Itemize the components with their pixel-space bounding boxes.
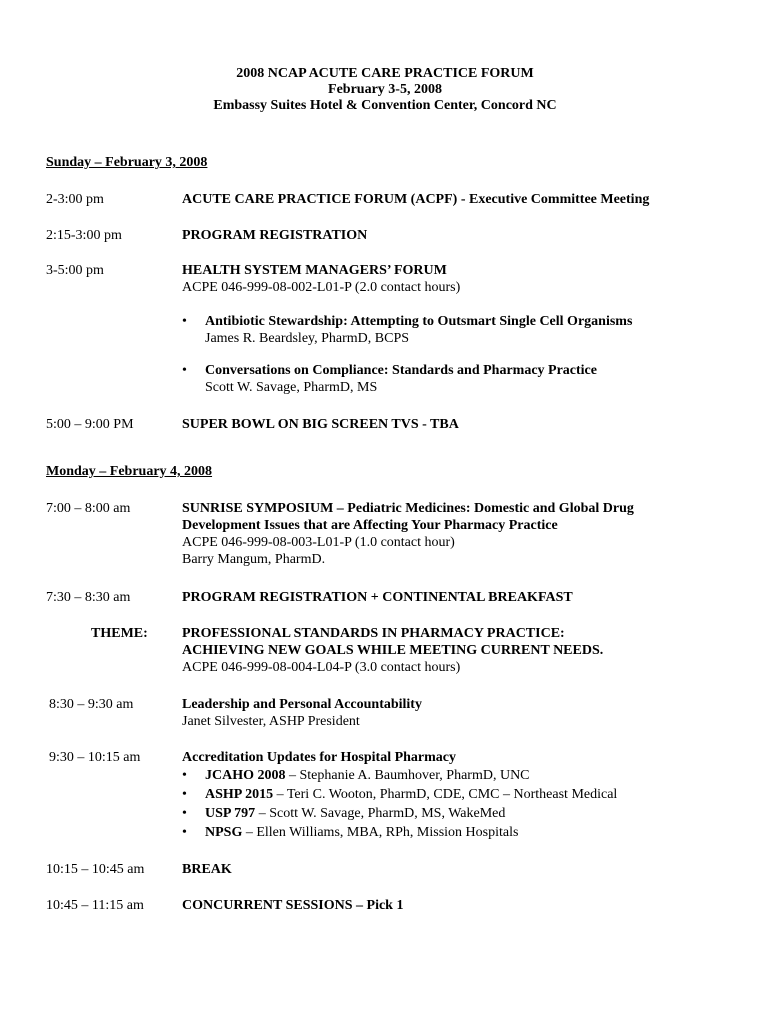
- session-title: SUNRISE SYMPOSIUM – Pediatric Medicines: Domestic and Global Drug: [182, 501, 634, 516]
- forum-dates: February 3-5, 2008: [328, 82, 442, 97]
- bulleted-session: [46, 313, 746, 347]
- theme-label: THEME:: [91, 626, 148, 641]
- speaker: James R. Beardsley, PharmD, BCPS: [205, 331, 410, 346]
- session-title: BREAK: [182, 862, 232, 877]
- session-time: 7:30 – 8:30 am: [46, 590, 131, 605]
- list-item: • ASHP 2015 – Teri C. Wooton, PharmD, CDE, CMC – Northeast Medical: [182, 785, 742, 804]
- speaker: Scott W. Savage, PharmD, MS: [205, 380, 378, 395]
- session-title: • Conversations on Compliance: Standards and Pharmacy Practice: [205, 363, 597, 378]
- session-time: 9:30 – 10:15 am: [49, 750, 141, 765]
- theme-line: PROFESSIONAL STANDARDS IN PHARMACY PRACTICE:: [182, 626, 565, 641]
- session-time: 3-5:00 pm: [46, 263, 104, 278]
- session-title: CONCURRENT SESSIONS – Pick 1: [182, 898, 404, 913]
- monday-heading: Monday – February 4, 2008: [46, 464, 213, 479]
- list-item: • JCAHO 2008 – Stephanie A. Baumhover, PharmD, UNC: [182, 766, 742, 785]
- session-title: • Antibiotic Stewardship: Attempting to Outsmart Single Cell Organisms: [205, 314, 633, 329]
- forum-title: 2008 NCAP ACUTE CARE PRACTICE FORUM: [236, 66, 534, 81]
- bulleted-session: [46, 362, 746, 396]
- session-time: 8:30 – 9:30 am: [49, 697, 134, 712]
- session-time: 5:00 – 9:00 PM: [46, 417, 134, 432]
- session-title: ACUTE CARE PRACTICE FORUM (ACPF) - Executive Committee Meeting: [182, 192, 650, 207]
- session-title-cont: Development Issues that are Affecting Your Pharmacy Practice: [182, 518, 558, 533]
- session-time: 10:15 – 10:45 am: [46, 862, 145, 877]
- session-title: Leadership and Personal Accountability: [182, 697, 422, 712]
- speaker: Janet Silvester, ASHP President: [182, 714, 360, 729]
- list-item: • USP 797 – Scott W. Savage, PharmD, MS, WakeMed: [182, 804, 742, 823]
- session-time: 7:00 – 8:00 am: [46, 501, 131, 516]
- session-time: 2-3:00 pm: [46, 192, 104, 207]
- session-time: 10:45 – 11:15 am: [46, 898, 144, 913]
- session-time: 2:15-3:00 pm: [46, 228, 122, 243]
- list-item: • NPSG – Ellen Williams, MBA, RPh, Mission Hospitals: [182, 823, 742, 842]
- theme-line: ACHIEVING NEW GOALS WHILE MEETING CURRENT NEEDS.: [182, 643, 604, 658]
- forum-venue: Embassy Suites Hotel & Convention Center, Concord NC: [213, 98, 557, 113]
- acpe-number: ACPE 046-999-08-003-L01-P (1.0 contact hour): [182, 535, 455, 550]
- speaker: Barry Mangum, PharmD.: [182, 552, 326, 567]
- sunday-heading: Sunday – February 3, 2008: [46, 155, 208, 170]
- acpe-number: ACPE 046-999-08-002-L01-P (2.0 contact hours): [182, 280, 461, 295]
- session-title: Accreditation Updates for Hospital Pharmacy: [182, 750, 457, 765]
- session-title: HEALTH SYSTEM MANAGERS’ FORUM: [182, 263, 447, 278]
- session-title: SUPER BOWL ON BIG SCREEN TVS - TBA: [182, 417, 459, 432]
- session-title: PROGRAM REGISTRATION: [182, 228, 368, 243]
- acpe-number: ACPE 046-999-08-004-L04-P (3.0 contact hours): [182, 660, 461, 675]
- document-header: [0, 66, 770, 114]
- session-title: PROGRAM REGISTRATION + CONTINENTAL BREAKFAST: [182, 590, 573, 605]
